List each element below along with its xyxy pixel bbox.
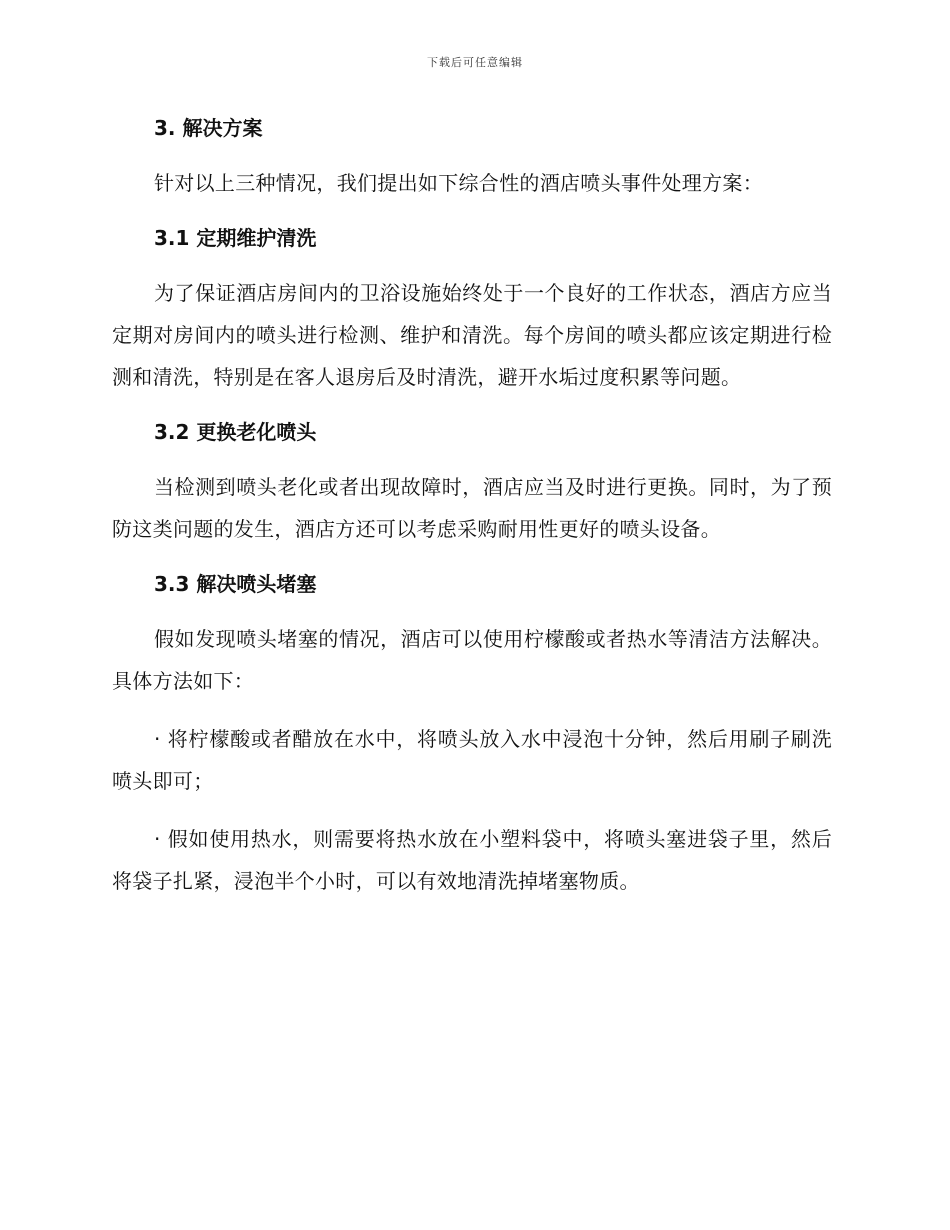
subsection-heading-3-3: 3.3 解决喷头堵塞 (154, 572, 317, 596)
subsection-heading-3-2: 3.2 更换老化喷头 (154, 420, 317, 444)
subsection-body-3-3: 假如发现喷头堵塞的情况，酒店可以使用柠檬酸或者热水等清洁方法解决。具体方法如下： (112, 627, 832, 693)
document-body (112, 110, 832, 902)
subsection-body-3-2: 当检测到喷头老化或者出现故障时，酒店应当及时进行更换。同时，为了预防这类问题的发生，酒店方还可以考虑采购耐用性更好的喷头设备。 (112, 475, 832, 541)
section-heading: 3. 解决方案 (154, 116, 263, 140)
page-header: 下载后可任意编辑 (427, 56, 523, 69)
section-intro: 针对以上三种情况，我们提出如下综合性的酒店喷头事件处理方案： (154, 171, 763, 195)
subsection-body-3-1: 为了保证酒店房间内的卫浴设施始终处于一个良好的工作状态，酒店方应当定期对房间内的喷头进行检测、维护和清洗。每个房间的喷头都应该定期进行检测和清洗，特别是在客人退房后及时清洗，避开水垢过度积累等问题。 (112, 281, 832, 389)
subsection-heading-3-1: 3.1 定期维护清洗 (154, 226, 317, 250)
bullet-item: · 假如使用热水，则需要将热水放在小塑料袋中，将喷头塞进袋子里，然后将袋子扎紧，浸泡半个小时，可以有效地清洗掉堵塞物质。 (112, 827, 832, 893)
bullet-item: · 将柠檬酸或者醋放在水中，将喷头放入水中浸泡十分钟，然后用刷子刷洗喷头即可； (112, 727, 832, 793)
